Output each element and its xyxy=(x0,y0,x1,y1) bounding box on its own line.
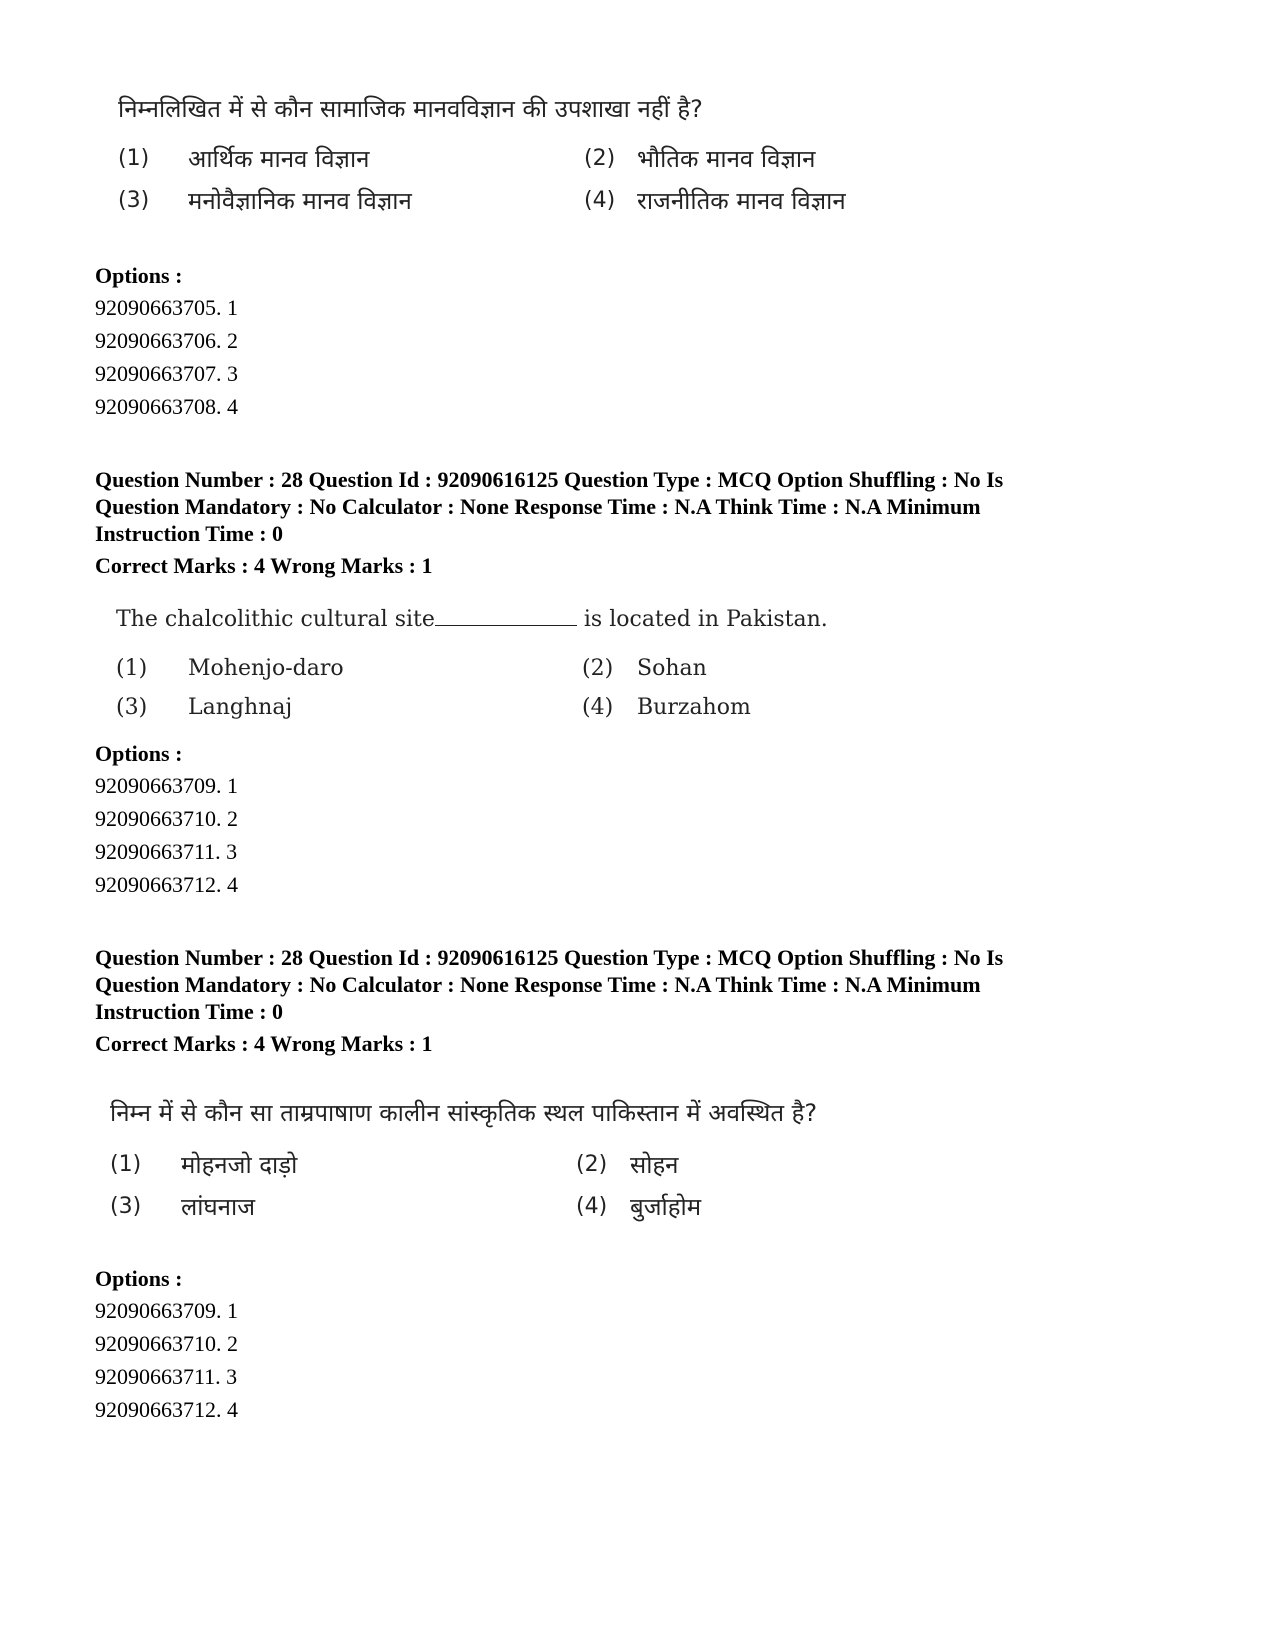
question-1-option-2-text: भौतिक मानव विज्ञान xyxy=(637,145,816,173)
option-id: 92090663709. 1 xyxy=(95,1298,238,1323)
option-id: 92090663708. 4 xyxy=(95,394,238,419)
fill-in-blank xyxy=(435,607,577,626)
question-2-stem-after: is located in Pakistan. xyxy=(583,607,828,632)
question-3-option-2-number: (2) xyxy=(576,1152,608,1177)
question-2-meta-line-3: Instruction Time : 0 xyxy=(95,521,284,546)
option-id: 92090663707. 3 xyxy=(95,361,238,386)
question-2-option-ids xyxy=(95,769,238,901)
option-id: 92090663712. 4 xyxy=(95,872,238,897)
question-2-marks: Correct Marks : 4 Wrong Marks : 1 xyxy=(95,553,433,578)
question-1-option-1-text: आर्थिक मानव विज्ञान xyxy=(188,145,370,173)
question-2-stem-before: The chalcolithic cultural site xyxy=(116,607,435,632)
question-1-option-3-text: मनोवैज्ञानिक मानव विज्ञान xyxy=(188,187,412,215)
question-3-option-3-number: (3) xyxy=(110,1194,142,1219)
question-1-option-4-number: (4) xyxy=(584,188,616,213)
question-1-option-1-number: (1) xyxy=(118,146,150,171)
question-1-stem: निम्नलिखित में से कौन सामाजिक मानवविज्ञान की उपशाखा नहीं है? xyxy=(118,95,703,123)
option-id: 92090663705. 1 xyxy=(95,295,238,320)
question-3-metadata xyxy=(95,944,1195,1025)
question-3-options-label: Options : xyxy=(95,1266,183,1291)
question-2-metadata xyxy=(95,466,1195,547)
question-2-option-1-number: (1) xyxy=(116,656,148,681)
question-2-option-1-text: Mohenjo-daro xyxy=(188,656,344,681)
question-3-option-1-text: मोहनजो दाड़ो xyxy=(181,1151,298,1179)
question-1-option-4-text: राजनीतिक मानव विज्ञान xyxy=(637,187,846,215)
question-1-option-ids xyxy=(95,291,238,423)
question-1-option-3-number: (3) xyxy=(118,188,150,213)
question-3-marks: Correct Marks : 4 Wrong Marks : 1 xyxy=(95,1031,433,1056)
question-2-meta-line-2: Question Mandatory : No Calculator : None Response Time : N.A Think Time : N.A Minimum xyxy=(95,494,981,519)
question-3-option-2-text: सोहन xyxy=(630,1151,679,1179)
question-2-option-2-number: (2) xyxy=(582,656,614,681)
question-3-meta-line-3: Instruction Time : 0 xyxy=(95,999,284,1024)
question-3-meta-line-1: Question Number : 28 Question Id : 92090616125 Question Type : MCQ Option Shuffling : No Is xyxy=(95,945,1004,970)
option-id: 92090663711. 3 xyxy=(95,1364,238,1389)
question-2-meta-line-1: Question Number : 28 Question Id : 92090616125 Question Type : MCQ Option Shuffling : No Is xyxy=(95,467,1004,492)
question-3-option-4-text: बुर्जाहोम xyxy=(630,1193,702,1221)
question-3-option-1-number: (1) xyxy=(110,1152,142,1177)
option-id: 92090663710. 2 xyxy=(95,806,238,831)
question-2-option-3-text: Langhnaj xyxy=(188,695,293,720)
question-3-option-ids xyxy=(95,1294,238,1426)
question-2-option-4-text: Burzahom xyxy=(637,695,751,720)
question-3-option-4-number: (4) xyxy=(576,1194,608,1219)
question-2-stem xyxy=(116,607,828,632)
question-3-stem: निम्न में से कौन सा ताम्रपाषाण कालीन सांस्कृतिक स्थल पाकिस्तान में अवस्थित है? xyxy=(110,1099,818,1127)
question-3-meta-line-2: Question Mandatory : No Calculator : None Response Time : N.A Think Time : N.A Minimum xyxy=(95,972,981,997)
question-1-option-2-number: (2) xyxy=(584,146,616,171)
option-id: 92090663710. 2 xyxy=(95,1331,238,1356)
option-id: 92090663706. 2 xyxy=(95,328,238,353)
question-1-options-label: Options : xyxy=(95,263,183,288)
option-id: 92090663709. 1 xyxy=(95,773,238,798)
question-2-option-3-number: (3) xyxy=(116,695,148,720)
option-id: 92090663712. 4 xyxy=(95,1397,238,1422)
question-2-option-2-text: Sohan xyxy=(637,656,707,681)
question-2-options-label: Options : xyxy=(95,741,183,766)
question-2-option-4-number: (4) xyxy=(582,695,614,720)
option-id: 92090663711. 3 xyxy=(95,839,238,864)
question-3-option-3-text: लांघनाज xyxy=(181,1193,256,1221)
